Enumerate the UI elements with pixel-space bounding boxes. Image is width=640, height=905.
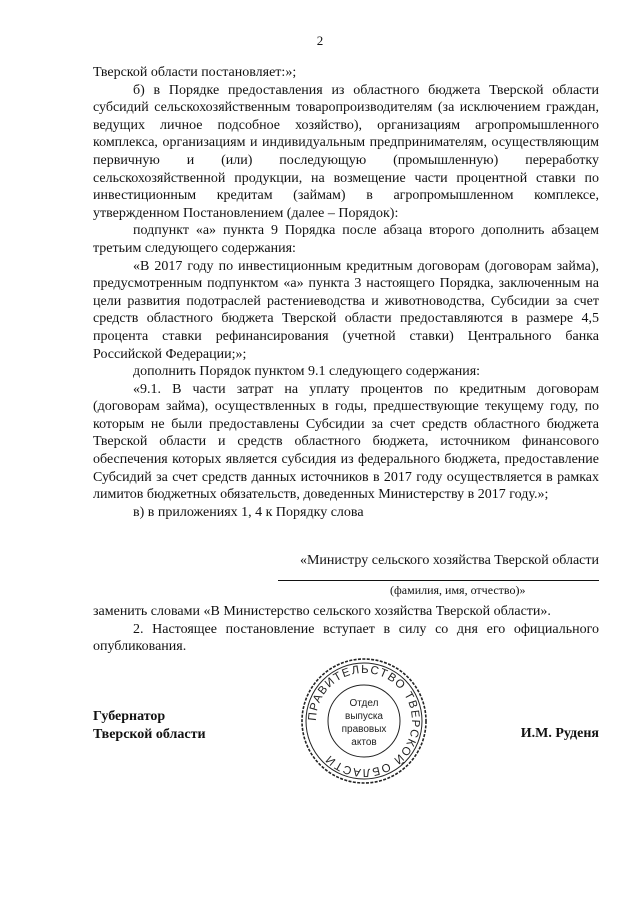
svg-text:ПРАВИТЕЛЬСТВО ТВЕРСКОЙ ОБЛАСТИ: ПРАВИТЕЛЬСТВО ТВЕРСКОЙ ОБЛАСТИ [306,663,422,779]
svg-text:выпуска: выпуска [345,711,383,722]
page-number: 2 [316,33,324,48]
svg-text:Отдел: Отдел [349,698,379,709]
paragraph: дополнить Порядок пунктом 9.1 следующего содержания: [133,364,481,380]
paragraph: «В 2017 году по инвестиционным кредитным договорам (договорам займа), предусмотренным подпунктом «а» пункта 3 настоящего Порядка, заключенным на цели развития подотраслей растениеводства и животноводства, Субсидии за счет средств областного бюджета Тверской области предоставляются в размере 4,5 процента ставки рефинансирования (учетной ставки) Центрального банка Российской Федерации;»; [93,258,599,362]
signatory-name: И.М. Руденя [520,726,599,741]
quote-line: «Министру сельского хозяйства Тверской области [299,553,599,568]
paragraph: Тверской области постановляет:»; [93,65,297,80]
paragraph: б) в Порядке предоставления из областного бюджета Тверской области субсидий сельскохозяйственным товаропроизводителям (за исключением граждан, ведущих личное подсобное хозяйство), организациям агропромышленного комплекса, организациям и индивидуальным предпринимателям, осуществляющим первичную и (или) последующую (промышленную) переработку сельскохозяйственной продукции, на возмещение части процентной ставки по инвестиционным кредитам (займам) в агропромышленном комплексе, утвержденном Постановлением (далее – Порядок): [93,82,599,221]
paragraph: заменить словами «В Министерство сельского хозяйства Тверской области». [93,604,551,619]
signatory-title-line: Тверской области [93,727,206,742]
paragraph: «9.1. В части затрат на уплату процентов по кредитным договорам (договорам займа), осуществленных в годы, предшествующие текущему году, по которым не были предоставлены Субсидии за счет средств областного бюджета Тверской области и средств областного бюджета, источником финансового обеспечения которых является субсидия из федерального бюджета, предоставление Субсидий за счет средств данных источников в 2017 году осуществляется в рамках лимитов бюджетных обязательств, доведенных Министерству в 2017 году.»; [93,381,599,503]
svg-text:актов: актов [351,737,377,748]
fill-in-line [278,580,599,581]
signatory-title [93,708,206,744]
paragraph: 2. Настоящее постановление вступает в силу со дня его официального опубликования. [93,621,599,655]
signatory-title-line: Губернатор [93,709,166,724]
fill-in-caption: (фамилия, имя, отчество)» [390,583,526,597]
official-stamp [299,656,429,786]
svg-text:правовых: правовых [341,724,387,735]
paragraph: подпункт «а» пункта 9 Порядка после абзаца второго дополнить абзацем третьим следующего содержания: [93,223,599,256]
document-body [93,64,599,521]
paragraph: в) в приложениях 1, 4 к Порядку слова [133,504,364,520]
closing-paragraphs [93,603,599,656]
